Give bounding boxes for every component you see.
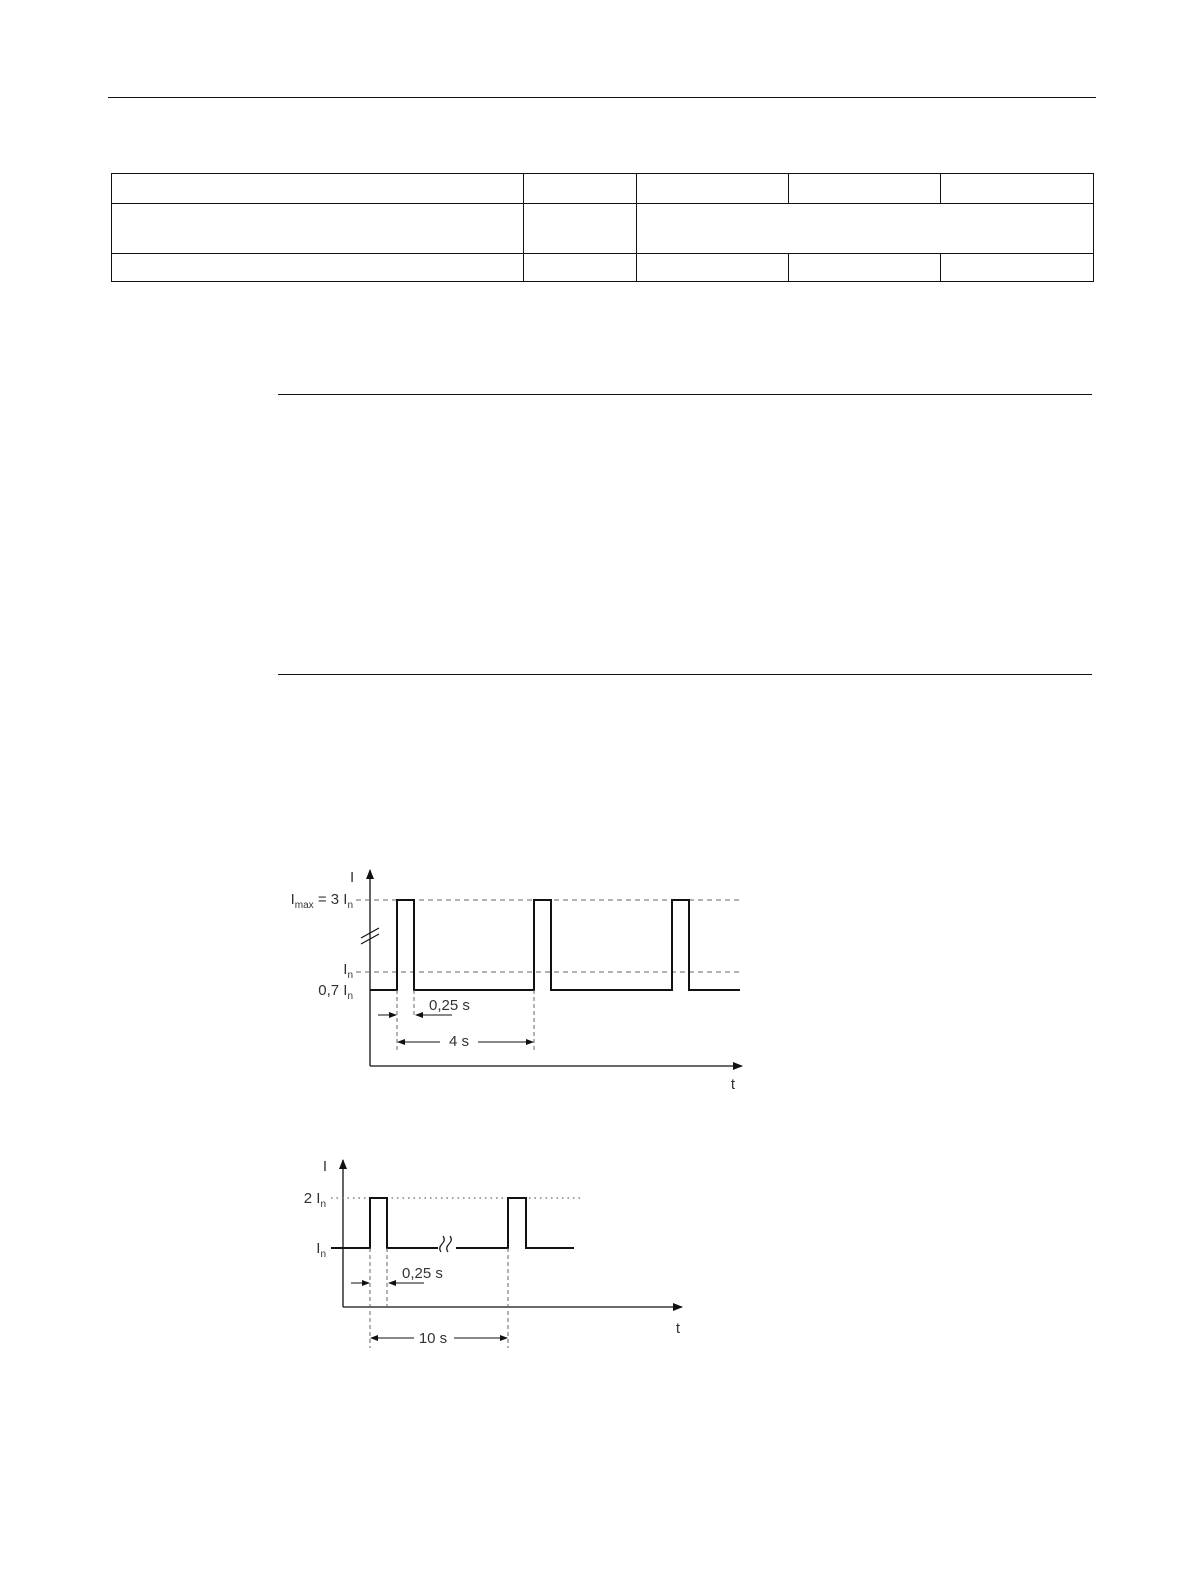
y-axis-label: I: [350, 869, 355, 886]
time-break-mark: [440, 1236, 452, 1252]
x-axis-label: t: [675, 1320, 681, 1337]
spec-table: [111, 173, 1094, 282]
header-rule: [108, 97, 1096, 98]
base-current-label: 0,7 $I_n$: [318, 982, 353, 1002]
period-label: 4 s: [448, 1033, 470, 1050]
load-cycle-diagram-4s: [270, 855, 760, 1105]
table-cell: [789, 254, 941, 282]
period-label: 10 s: [418, 1330, 448, 1347]
peak-current-label: 2 $I_n$: [303, 1190, 326, 1210]
table-row: [112, 174, 1094, 204]
table-cell: [524, 254, 637, 282]
current-waveform: [331, 1198, 574, 1248]
table-cell: [524, 174, 637, 204]
note-rule-top: [278, 394, 1092, 395]
y-axis-label: I: [322, 1158, 328, 1175]
table-cell: [112, 174, 524, 204]
table-cell-merged: [637, 204, 1094, 254]
current-waveform: [370, 900, 740, 990]
base-current-label: $I_n$: [316, 1240, 326, 1260]
table-cell: [112, 204, 524, 254]
table-cell: [789, 174, 941, 204]
load-cycle-diagram-10s: [285, 1150, 705, 1360]
in-label: $I_n$: [343, 961, 353, 981]
x-axis-label: t: [730, 1076, 736, 1093]
table-cell: [941, 174, 1094, 204]
note-rule-bottom: [278, 674, 1092, 675]
imax-label: $I_{max} = 3$ $I_n$: [290, 891, 353, 911]
table-cell: [524, 204, 637, 254]
pulse-width-label: 0,25 s: [402, 1265, 443, 1282]
table-cell: [637, 174, 789, 204]
table-row: [112, 254, 1094, 282]
pulse-width-label: 0,25 s: [429, 997, 470, 1014]
table-cell: [112, 254, 524, 282]
table-cell: [637, 254, 789, 282]
table-row: [112, 204, 1094, 254]
table-cell: [941, 254, 1094, 282]
